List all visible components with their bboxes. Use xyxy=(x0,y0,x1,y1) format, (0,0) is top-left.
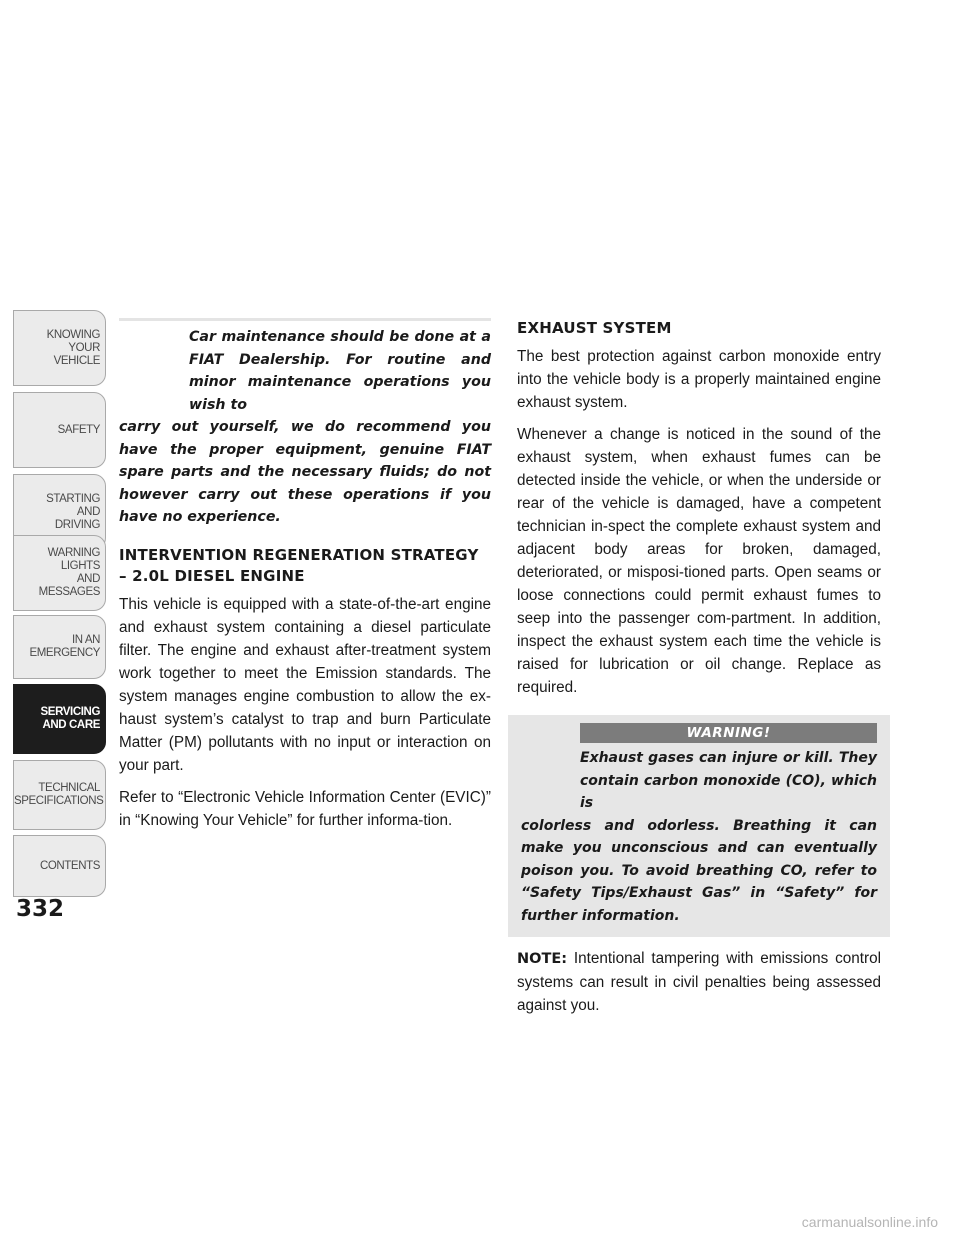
warning-title: WARNING! xyxy=(580,723,877,743)
tab-label: CONTENTS xyxy=(39,859,100,872)
section-heading-regeneration: INTERVENTION REGENERATION STRATEGY – 2.0L DIESEL ENGINE xyxy=(119,545,479,585)
tab-technical-specifications[interactable] xyxy=(13,760,106,830)
paragraph: Whenever a change is noticed in the sound of the exhaust system, when exhaust fumes can be detected inside the vehicle, or when the underside or rear of the vehicle is damaged, have a competent technician in-spect the complete exhaust system and adjacent body areas for broken, damaged, deteriorated, or misposi-tioned parts. Open seams or loose connections could permit exhaust fumes to seep into the passenger com-partment. In addition, inspect the exhaust system each time the vehicle is raised for lubrication or oil change. Replace as required. xyxy=(517,426,881,696)
paragraph: Refer to “Electronic Vehicle Information Center (EVIC)” in “Knowing Your Vehicle” for further informa-tion. xyxy=(119,788,491,829)
tab-warning-lights[interactable] xyxy=(13,535,106,611)
section-heading-exhaust: EXHAUST SYSTEM xyxy=(517,319,672,337)
tab-label: STARTING AND DRIVING xyxy=(46,492,100,531)
warning-text xyxy=(521,747,877,927)
paragraph: This vehicle is equipped with a state-of-the-art engine and exhaust system containing a diesel particulate filter. The engine and exhaust after-treatment system work together to meet the Emission standards. The system manages engine combustion to allow the ex-haust system’s catalyst to trap and burn Particulate Matter (PM) pollutants with no input or interaction on your part. xyxy=(119,595,491,774)
tab-label: SAFETY xyxy=(57,423,100,436)
tab-label: KNOWING YOUR VEHICLE xyxy=(46,328,100,367)
tab-label: WARNING LIGHTS AND MESSAGES xyxy=(38,547,100,598)
note-label: NOTE: xyxy=(517,951,568,967)
tab-label: IN AN EMERGENCY xyxy=(29,634,100,659)
caution-rest: carry out yourself, we do recommend you have the proper equipment, genuine FIAT spare parts and the necessary fluids; do not however carry out these operations if you have no experience. xyxy=(119,419,491,525)
caution-note xyxy=(119,318,491,535)
warning-lead: Exhaust gases can injure or kill. They contain carbon monoxide (CO), which is xyxy=(580,750,877,811)
paragraph: The best protection against carbon monoxide entry into the vehicle body is a properly maintained engine exhaust system. xyxy=(517,348,881,411)
warning-box xyxy=(508,715,890,937)
tab-label: SERVICING AND CARE xyxy=(40,706,100,731)
left-column xyxy=(119,318,491,841)
page-number: 332 xyxy=(16,896,65,922)
tab-knowing-your-vehicle[interactable] xyxy=(13,310,106,386)
tab-contents[interactable] xyxy=(13,835,106,897)
warning-rest: colorless and odorless. Breathing it can make you unconscious and can eventually poison you. To avoid breathing CO, refer to “Safety Tips/Exhaust Gas” in “Safety” for further information. xyxy=(521,817,877,924)
caution-lead: Car maintenance should be done at a FIAT Dealership. For routine and minor maintenance operations you wish to xyxy=(189,329,491,413)
tab-in-an-emergency[interactable] xyxy=(13,615,106,679)
tab-servicing-and-care[interactable] xyxy=(13,684,106,754)
watermark: carmanualsonline.info xyxy=(801,1214,938,1230)
note-paragraph xyxy=(517,947,881,1017)
note-text: Intentional tampering with emissions control systems can result in civil penalties being assessed against you. xyxy=(517,950,881,1014)
tab-safety[interactable] xyxy=(13,392,106,468)
tab-label: TECHNICAL SPECIFICATIONS xyxy=(14,782,104,807)
right-column xyxy=(517,318,881,1026)
